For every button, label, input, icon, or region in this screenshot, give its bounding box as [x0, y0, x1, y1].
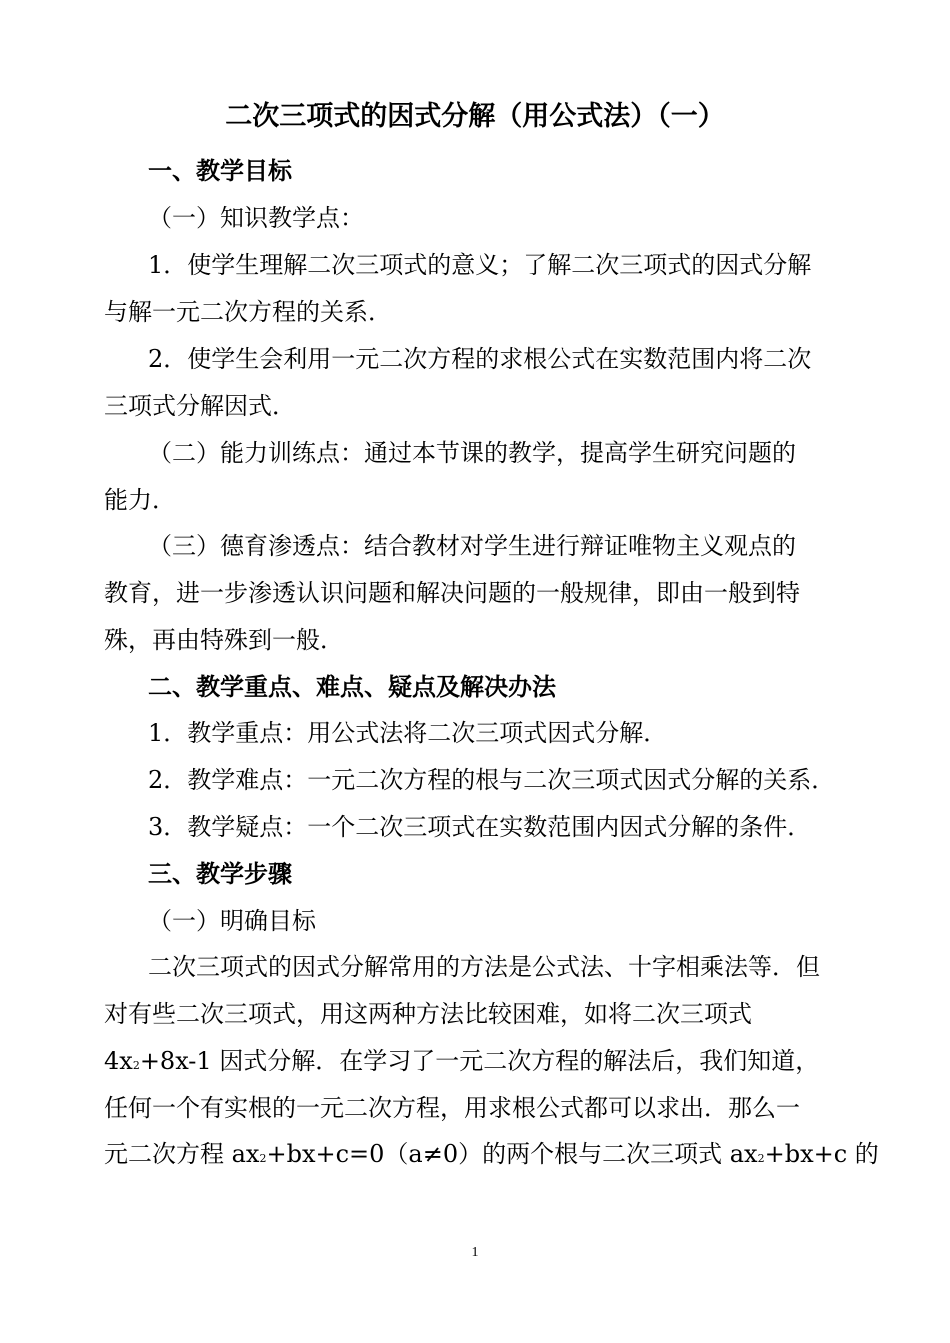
paragraph-line: [104, 1139, 879, 1174]
paragraph-line: 对有些二次三项式，用这两种方法比较困难，如将二次三项式: [104, 1000, 752, 1028]
exponent: 2: [757, 1152, 765, 1165]
page-number: 1: [471, 1245, 479, 1260]
text-run: 元二次方程 ax: [104, 1140, 260, 1168]
paragraph-line: [104, 1046, 819, 1081]
text-run: +bx+c 的: [764, 1140, 879, 1168]
paragraph-line: （三）德育渗透点：结合教材对学生进行辩证唯物主义观点的: [148, 532, 796, 560]
section-heading-objectives: 一、教学目标: [148, 157, 292, 185]
list-item: 1．教学重点：用公式法将二次三项式因式分解．: [148, 719, 668, 747]
paragraph-line: 殊，再由特殊到一般．: [104, 626, 344, 654]
paragraph-line: 1．使学生理解二次三项式的意义；了解二次三项式的因式分解: [148, 251, 812, 279]
section-heading-steps: 三、教学步骤: [148, 860, 292, 888]
subheading-goal: （一）明确目标: [148, 907, 316, 935]
subheading-knowledge: （一）知识教学点：: [148, 204, 364, 232]
section-heading-keypoints: 二、教学重点、难点、疑点及解决办法: [148, 673, 556, 701]
math-term: 4x: [104, 1047, 133, 1075]
paragraph-line: 三项式分解因式．: [104, 392, 296, 420]
paragraph-line: （二）能力训练点：通过本节课的教学，提高学生研究问题的: [148, 439, 796, 467]
paragraph-line: 教育，进一步渗透认识问题和解决问题的一般规律，即由一般到特: [104, 579, 800, 607]
list-item: 2．教学难点：一元二次方程的根与二次三项式因式分解的关系．: [148, 766, 836, 794]
paragraph-line: 2．使学生会利用一元二次方程的求根公式在实数范围内将二次: [148, 345, 812, 373]
list-item: 3．教学疑点：一个二次三项式在实数范围内因式分解的条件．: [148, 813, 812, 841]
paragraph-line: 任何一个有实根的一元二次方程，用求根公式都可以求出．那么一: [104, 1094, 800, 1122]
text-run: +bx+c=0（a≠0）的两个根与二次三项式 ax: [266, 1140, 758, 1168]
paragraph-line: 与解一元二次方程的关系．: [104, 298, 392, 326]
exponent: 2: [259, 1152, 267, 1165]
text-run: +8x-1 因式分解．在学习了一元二次方程的解法后，我们知道，: [139, 1047, 820, 1075]
paragraph-line: 二次三项式的因式分解常用的方法是公式法、十字相乘法等．但: [148, 953, 820, 981]
paragraph-line: 能力．: [104, 486, 176, 514]
exponent: 2: [132, 1059, 140, 1072]
document-title: 二次三项式的因式分解（用公式法）（一）: [225, 101, 725, 132]
